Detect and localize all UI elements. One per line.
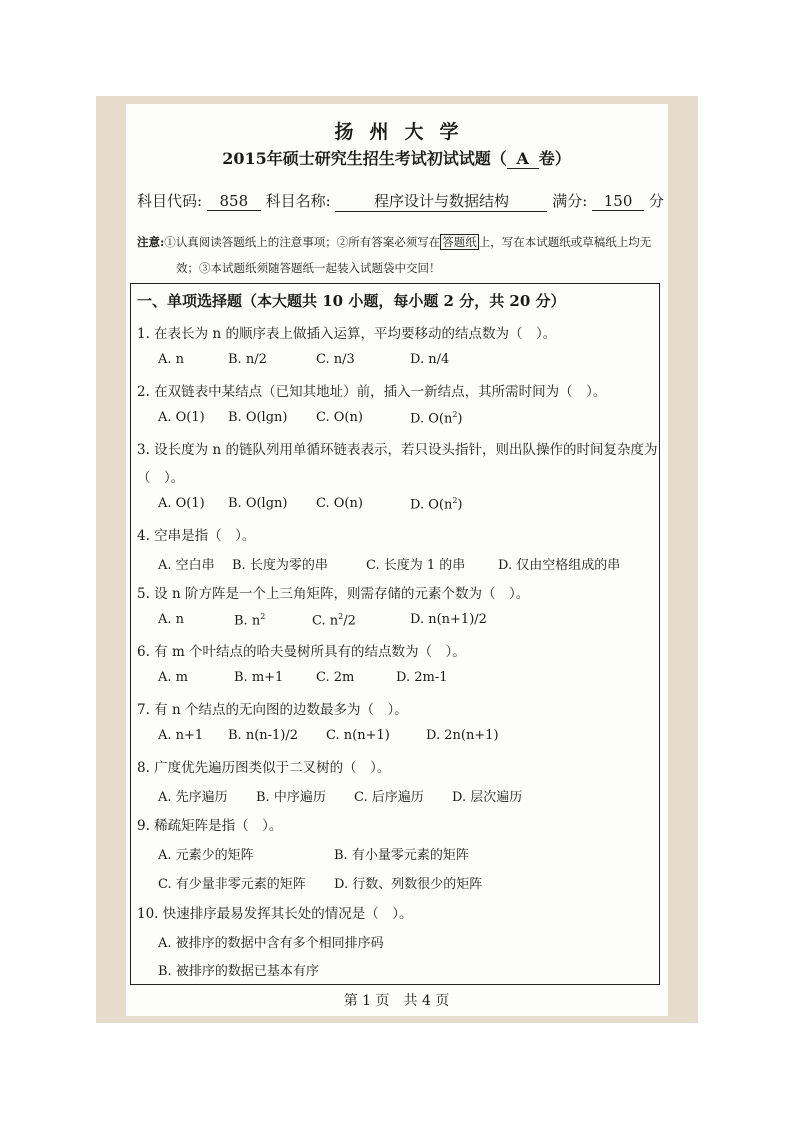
question-5-stem: 5. 设 n 阶方阵是一个上三角矩阵，则需存储的元素个数为（ ）。: [137, 586, 530, 602]
q9-option-c: C. 有少量非零元素的矩阵: [158, 877, 306, 892]
question-4-stem: 4. 空串是指（ ）。: [137, 528, 256, 544]
q8-option-b: B. 中序遍历: [256, 790, 326, 805]
exam-title: [0, 146, 793, 169]
q2-option-a: A. O(1): [158, 410, 205, 425]
subject-code: 858: [207, 192, 261, 211]
q6-option-c: C. 2m: [316, 670, 355, 685]
q6-option-d: D. 2m-1: [396, 670, 448, 685]
q3-option-c: C. O(n): [316, 496, 363, 511]
q9-option-b: B. 有小量零元素的矩阵: [334, 848, 469, 863]
q10-option-a: A. 被排序的数据中含有多个相同排序码: [158, 936, 384, 951]
subject-code-label: 科目代码:: [137, 192, 203, 210]
question-9-stem: 9. 稀疏矩阵是指（ ）。: [137, 818, 283, 834]
q4-option-d: D. 仅由空格组成的串: [498, 558, 621, 573]
q2-option-c: C. O(n): [316, 410, 363, 425]
question-10-stem: 10. 快速排序最易发挥其长处的情况是（ ）。: [137, 906, 413, 922]
q9-option-a: A. 元素少的矩阵: [158, 848, 254, 863]
question-6-stem: 6. 有 m 个叶结点的哈夫曼树所具有的结点数为（ ）。: [137, 644, 466, 660]
q6-option-b: B. m+1: [234, 670, 284, 685]
question-3-stem-cont: （ ）。: [137, 470, 185, 486]
question-2-stem: 2. 在双链表中某结点（已知其地址）前，插入一新结点，其所需时间为（ ）。: [137, 384, 607, 400]
question-7-stem: 7. 有 n 个结点的无向图的边数最多为（ ）。: [137, 702, 408, 718]
notice-line1-pre: ①认真阅读答题纸上的注意事项；②所有答案必须写在: [164, 235, 441, 249]
subject-name: 程序设计与数据结构: [335, 190, 547, 212]
q3-option-d: D. $O(n^2)$: [410, 496, 463, 513]
paper-code: A: [507, 149, 539, 169]
exam-title-post: 卷）: [538, 149, 571, 168]
notice-label: 注意:: [137, 235, 165, 249]
question-1-stem: 1. 在表长为 n 的顺序表上做插入运算，平均要移动的结点数为（ ）。: [137, 326, 557, 342]
q4-option-a: A. 空白串: [158, 558, 215, 573]
q8-option-d: D. 层次遍历: [452, 790, 523, 805]
q6-option-a: A. m: [158, 670, 188, 685]
section-title: 一、单项选择题（本大题共 10 小题，每小题 2 分，共 20 分）: [137, 292, 566, 310]
q2-option-b: B. O(lgn): [228, 410, 288, 425]
q5-option-b: B. $n^2$: [234, 612, 266, 629]
exam-title-pre: 2015年硕士研究生招生考试初试试题（: [222, 149, 507, 168]
full-score: 150: [592, 192, 644, 211]
question-8-stem: 8. 广度优先遍历图类似于二叉树的（ ）。: [137, 760, 391, 776]
score-label: 满分:: [552, 192, 588, 210]
subject-info: [137, 190, 664, 212]
q1-option-a: A. n: [158, 352, 185, 367]
q2-option-d: D. $O(n^2)$: [410, 410, 463, 427]
notice-line-2: 效；③本试题纸须随答题纸一起装入试题袋中交回！: [176, 261, 441, 275]
notice-line-1: [137, 234, 651, 250]
subject-name-label: 科目名称:: [265, 192, 331, 210]
q10-option-b: B. 被排序的数据已基本有序: [158, 964, 319, 979]
q3-option-b: B. O(lgn): [228, 496, 288, 511]
school-name: 扬州大学: [334, 121, 475, 143]
q7-option-c: C. n(n+1): [326, 728, 390, 743]
q8-option-a: A. 先序遍历: [158, 790, 228, 805]
q5-option-c: C. $n^2/2$: [312, 612, 356, 629]
score-unit: 分: [648, 192, 664, 210]
q9-option-d: D. 行数、列数很少的矩阵: [334, 877, 483, 892]
q1-option-d: D. n/4: [410, 352, 450, 367]
page-number: 第 1 页 共 4 页: [343, 993, 450, 1009]
answer-sheet-boxed: 答题纸: [442, 235, 477, 249]
q5-option-a: A. n: [158, 612, 185, 627]
q3-option-a: A. O(1): [158, 496, 205, 511]
q7-option-d: D. 2n(n+1): [426, 728, 499, 743]
q4-option-c: C. 长度为 1 的串: [366, 558, 466, 573]
q4-option-b: B. 长度为零的串: [232, 558, 328, 573]
question-3-stem: 3. 设长度为 n 的链队列用单循环链表表示，若只设头指针，则出队操作的时间复杂度为: [137, 442, 658, 458]
q1-option-b: B. n/2: [228, 352, 267, 367]
notice-line1-post: 上，写在本试题纸或草稿纸上均无: [478, 235, 652, 249]
q7-option-b: B. n(n-1)/2: [228, 728, 299, 743]
q8-option-c: C. 后序遍历: [354, 790, 424, 805]
q7-option-a: A. n+1: [158, 728, 204, 743]
q5-option-d: D. n(n+1)/2: [410, 612, 487, 627]
q1-option-c: C. n/3: [316, 352, 355, 367]
